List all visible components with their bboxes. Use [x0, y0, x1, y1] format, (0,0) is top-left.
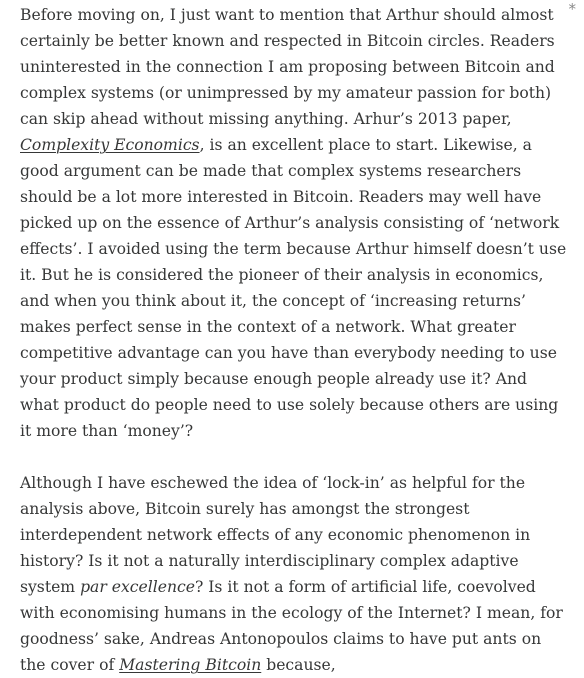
paragraph-2-text-b: ? Is it not a form of artificial life, coevolved with economising humans in the ecology of the Internet? I mean, for goodness’ sake, Andreas Antonopoulos claims to have put ants on the cover of	[20, 578, 563, 674]
mastering-bitcoin-link[interactable]: Mastering Bitcoin	[119, 656, 262, 674]
paragraph-2-text-c: because,	[261, 656, 336, 674]
paragraph-2	[20, 470, 568, 678]
par-excellence-italic: par excellence	[80, 578, 195, 596]
paragraph-1	[20, 2, 568, 444]
asterisk-marker: *	[568, 0, 576, 18]
article-body	[20, 2, 568, 678]
paragraph-1-text-a: Before moving on, I just want to mention that Arthur should almost certainly be better known and respected in Bitcoin circles. Readers uninterested in the connection I am proposing between Bitcoin and complex systems (or unimpressed by my amateur passion for both) can skip ahead without missing anything. Arhur’s 2013 paper,	[20, 6, 555, 128]
complexity-economics-link[interactable]: Complexity Economics	[20, 136, 200, 154]
paragraph-2-text-a: Although I have eschewed the idea of ‘lock-in’ as helpful for the analysis above, Bitcoin surely has amongst the strongest interdependent network effects of any economic phenomenon in history? Is it not a naturally interdisciplinary complex adaptive system	[20, 474, 531, 596]
paragraph-1-text-b: , is an excellent place to start. Likewise, a good argument can be made that complex systems researchers should be a lot more interested in Bitcoin. Readers may well have picked up on the essence of Arthur’s analysis consisting of ‘network effects’. I avoided using the term because Arthur himself doesn’t use it. But he is considered the pioneer of their analysis in economics, and when you think about it, the concept of ‘increasing returns’ makes perfect sense in the context of a network. What greater competitive advantage can you have than everybody needing to use your product simply because enough people already use it? And what product do people need to use solely because others are using it more than ‘money’?	[20, 136, 567, 440]
